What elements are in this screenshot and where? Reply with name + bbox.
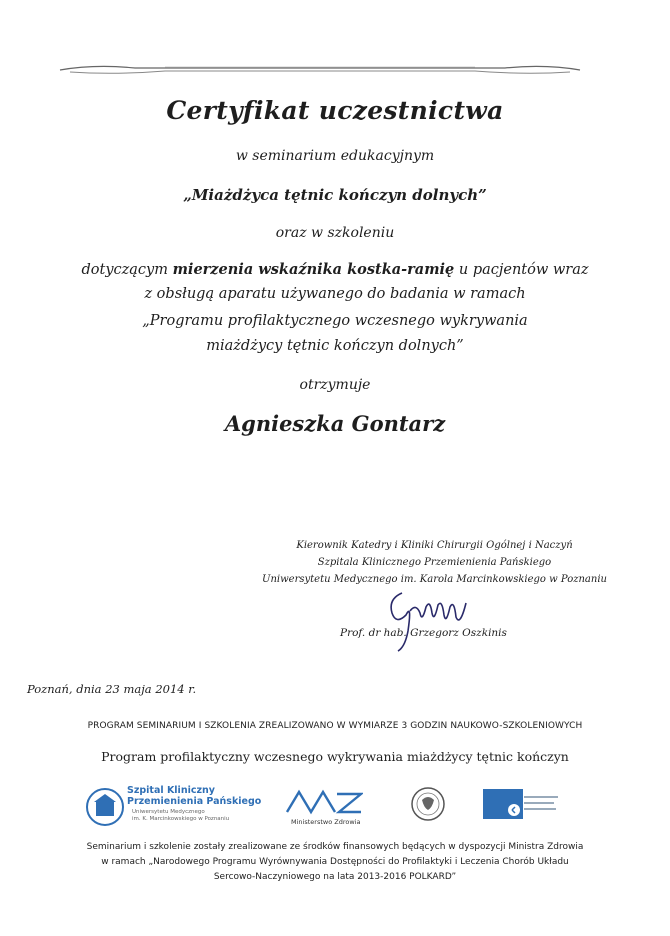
program-title: Program profilaktyczny wczesnego wykrywania miażdżycy tętnic kończyn	[101, 749, 569, 764]
hospital-logo-text: Szpital Kliniczny Przemienienia Pańskiego	[127, 785, 262, 807]
training-line-1: dotyczącym mierzenia wskaźnika kostka-ramię u pacjentów wraz	[81, 261, 589, 278]
training-line-2: z obsługą aparatu używanego do badania w ramach	[144, 286, 526, 302]
funding-line-1: Seminarium i szkolenie zostały zrealizowane ze środków finansowych będących w dyspozycji Ministra Zdrowia	[86, 842, 584, 852]
funding-note	[0, 840, 670, 885]
program-hours-note: PROGRAM SEMINARIUM I SZKOLENIA ZREALIZOWANO W WYMIARZE 3 GODZIN NAUKOWO-SZKOLENIOWYCH	[87, 721, 583, 731]
certificate-title: Certyfikat uczestnictwa	[166, 96, 504, 125]
ornamental-divider	[55, 58, 585, 78]
university-seal-icon	[410, 786, 446, 822]
signatory-name: Prof. dr hab. Grzegorz Oszkinis	[340, 627, 507, 639]
handwritten-signature	[380, 585, 480, 655]
training-line-3: „Programu profilaktycznego wczesnego wykrywania	[142, 313, 528, 329]
signatory-line-1: Kierownik Katedry i Kliniki Chirurgii Ogólnej i Naczyń	[296, 540, 573, 551]
training-intro: oraz w szkoleniu	[275, 225, 395, 241]
signatory-block	[262, 537, 607, 588]
signatory-line-2: Szpitala Klinicznego Przemienienia Pańskiego	[317, 557, 552, 568]
training-line-4: miażdżycy tętnic kończyn dolnych”	[206, 338, 464, 354]
seminar-intro: w seminarium edukacyjnym	[235, 148, 435, 164]
hospital-logo-icon	[85, 787, 125, 827]
seminar-title: „Miażdżyca tętnic kończyn dolnych”	[183, 186, 487, 204]
receives-label: otrzymuje	[299, 377, 371, 393]
recipient-name: Agnieszka Gontarz	[224, 411, 446, 436]
funding-line-2: w ramach „Narodowego Programu Wyrównywania Dostępności do Profilaktyki i Leczenia Chorób Układu	[101, 857, 569, 867]
logos-row	[0, 782, 670, 832]
ministry-logo-label: Ministerstwo Zdrowia	[291, 818, 361, 826]
place-and-date: Poznań, dnia 23 maja 2014 r.	[27, 682, 197, 696]
hospital-logo-subtext: Uniwersytetu Medycznego im. K. Marcinkowskiego w Poznaniu	[132, 809, 230, 822]
training-topic: mierzenia wskaźnika kostka-ramię	[172, 261, 455, 278]
funding-line-3: Sercowo-Naczyniowego na lata 2013-2016 POLKARD”	[213, 872, 457, 882]
ministry-logo-icon	[285, 788, 363, 816]
signatory-line-3: Uniwersytetu Medycznego im. Karola Marcinkowskiego w Poznaniu	[262, 574, 607, 585]
medical-center-logo-icon	[482, 788, 560, 820]
